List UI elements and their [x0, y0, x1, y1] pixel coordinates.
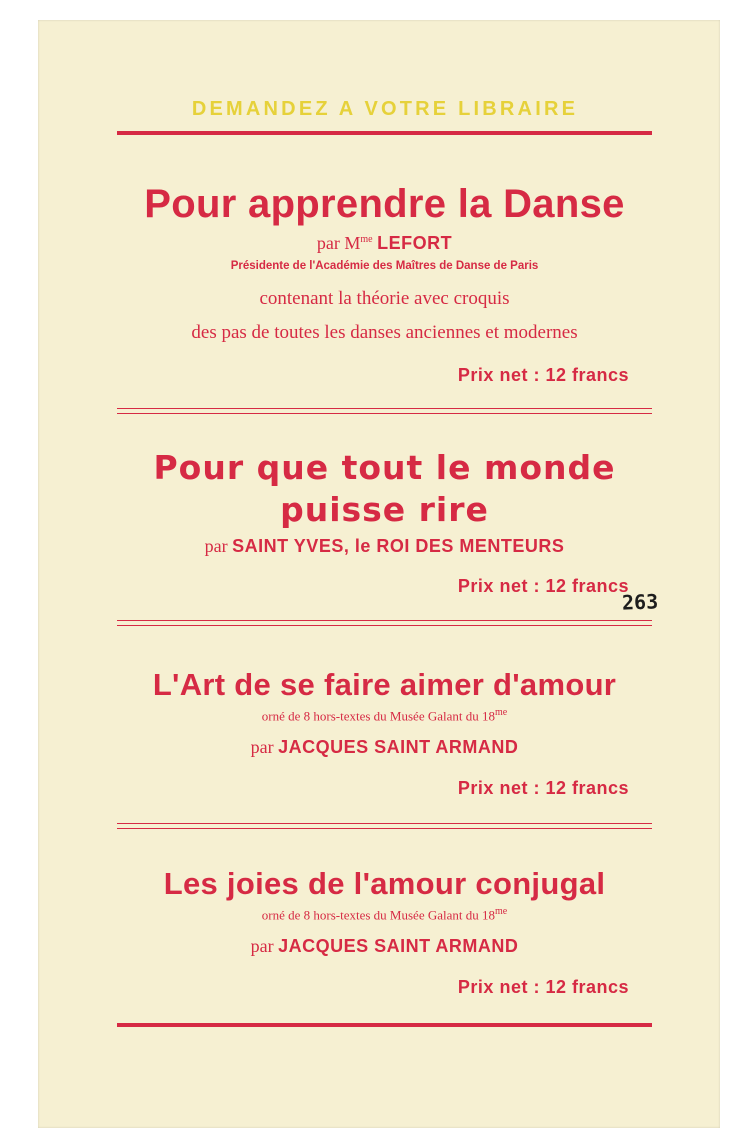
- footer-rule: [117, 1023, 652, 1027]
- inventory-stamp: 263: [621, 589, 659, 615]
- book-1-description-line-1: contenant la théorie avec croquis: [259, 288, 510, 309]
- book-3-author: par JACQUES SAINT ARMAND: [250, 737, 519, 757]
- book-2-author: par SAINT YVES, le ROI DES MENTEURS: [204, 536, 565, 556]
- header-rule: [117, 131, 652, 135]
- book-4-author: par JACQUES SAINT ARMAND: [250, 936, 519, 956]
- book-4-price: Prix net : 12 francs: [457, 977, 629, 997]
- header-banner: DEMANDEZ A VOTRE LIBRAIRE: [191, 98, 579, 120]
- section-divider: [117, 620, 652, 626]
- book-3-subtitle: orné de 8 hors-textes du Musée Galant du $18^{me}$: [261, 707, 508, 724]
- book-1-author: par $M^{me}$ LEFORT: [316, 233, 453, 253]
- section-divider: [117, 408, 652, 414]
- book-1-description-line-2: des pas de toutes les danses anciennes et modernes: [191, 322, 578, 343]
- book-1-title: Pour apprendre la Danse: [144, 182, 625, 226]
- book-2-title-line-2: puisse rire: [280, 490, 489, 529]
- book-3-title: L'Art de se faire aimer d'amour: [152, 667, 617, 702]
- book-2-title-line-1: Pour que tout le monde: [153, 448, 616, 487]
- book-2-price: Prix net : 12 francs: [457, 576, 629, 596]
- section-divider: [117, 823, 652, 829]
- book-4-subtitle: orné de 8 hors-textes du Musée Galant du $18^{me}$: [261, 906, 508, 923]
- book-1-affiliation: Présidente de l'Académie des Maîtres de Danse de Paris: [230, 260, 539, 272]
- book-1-price: Prix net : 12 francs: [457, 365, 629, 385]
- book-4-title: Les joies de l'amour conjugal: [163, 866, 606, 901]
- book-3-price: Prix net : 12 francs: [457, 778, 629, 798]
